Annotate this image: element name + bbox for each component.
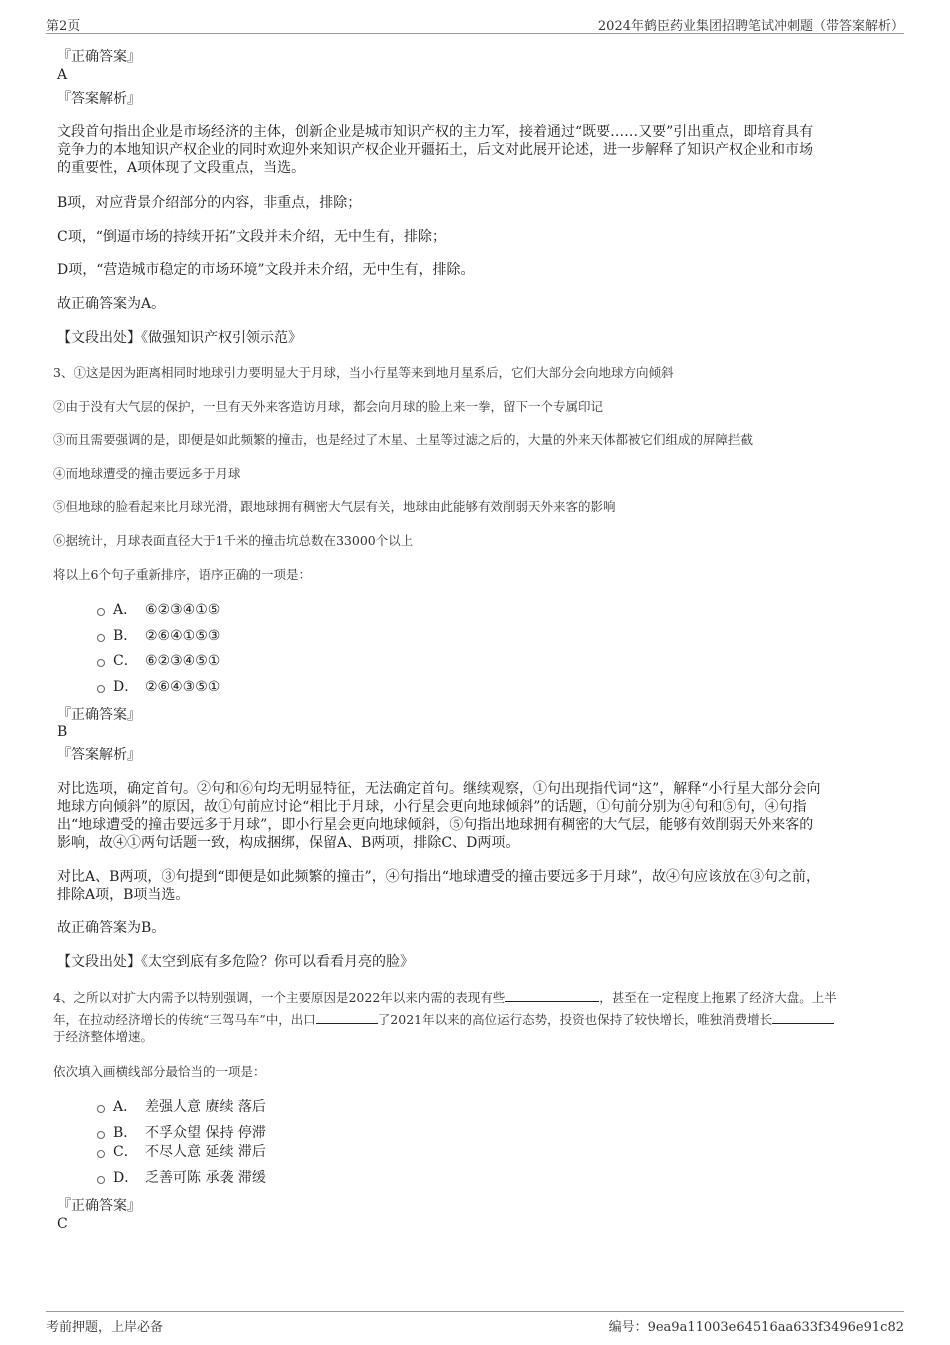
option-text: 不孚众望 保持 停滞	[145, 1125, 266, 1141]
radio-icon[interactable]	[97, 1150, 105, 1158]
question-prompt: 依次填入画横线部分最恰当的一项是：	[53, 1064, 266, 1079]
option-text: ②⑥④①⑤③	[145, 628, 221, 644]
analysis-heading: 『答案解析』	[57, 747, 141, 763]
option-c[interactable]	[97, 1144, 266, 1160]
question-text-line	[53, 989, 893, 1006]
radio-icon[interactable]	[97, 634, 105, 642]
analysis-paragraph-line: 竞争力的本地知识产权企业的同时欢迎外来知识产权企业开疆拓土，后文对此展开论述，进一步解释了知识产权企业和市场	[57, 142, 813, 158]
question-text-line	[53, 1011, 893, 1028]
option-text: ⑥②③④⑤①	[145, 653, 221, 669]
analysis-conclusion: 故正确答案为A。	[57, 296, 166, 312]
analysis-paragraph-line: 影响，故④①两句话题一致，构成捆绑，保留A、B两项，排除C、D两项。	[57, 835, 520, 851]
option-letter: B．	[113, 628, 138, 644]
passage-source: 【文段出处】《太空到底有多危险？你可以看看月亮的脸》	[57, 954, 414, 970]
passage-source: 【文段出处】《做强知识产权引领示范》	[57, 330, 302, 346]
analysis-paragraph-line: 地球方向倾斜”的原因，故①句前应讨论“相比于月球，小行星会更向地球倾斜”的话题，①句前分别为④句和⑤句，④句指	[57, 799, 807, 815]
radio-icon[interactable]	[97, 1105, 105, 1113]
question-text: ，甚至在一定程度上拖累了经济大盘。上半	[599, 990, 837, 1005]
answer-heading: 『正确答案』	[57, 1198, 141, 1214]
option-letter: B．	[113, 1125, 138, 1141]
answer-heading: 『正确答案』	[57, 707, 141, 723]
option-b[interactable]	[97, 628, 220, 644]
analysis-paragraph-line: 的重要性，A项体现了文段重点，当选。	[57, 160, 306, 176]
option-d[interactable]	[97, 1170, 266, 1186]
question-prompt: 将以上6个句子重新排序，语序正确的一项是：	[53, 567, 311, 582]
radio-icon[interactable]	[97, 1131, 105, 1139]
radio-icon[interactable]	[97, 1176, 105, 1184]
option-letter: D．	[113, 679, 139, 695]
analysis-heading: 『答案解析』	[57, 91, 141, 107]
radio-icon[interactable]	[97, 608, 105, 616]
option-letter: A．	[113, 602, 138, 618]
question-text: 年，在拉动经济增长的传统“三驾马车”中，出口	[53, 1012, 316, 1027]
question-text: 了2021年以来的高位运行态势，投资也保持了较快增长，唯独消费增长	[377, 1012, 773, 1027]
option-text: ②⑥④③⑤①	[145, 679, 221, 695]
question-sentence: ④而地球遭受的撞击要远多于月球	[53, 466, 241, 481]
option-letter: D．	[113, 1170, 139, 1186]
question-sentence: ③而且需要强调的是，即便是如此频繁的撞击，也是经过了木星、土星等过滤之后的，大量的外来天体都被它们组成的屏障拦截	[53, 432, 754, 447]
option-d[interactable]	[97, 679, 220, 695]
radio-icon[interactable]	[97, 659, 105, 667]
option-letter: C．	[113, 653, 138, 669]
option-text: 乏善可陈 承袭 滞缓	[145, 1170, 266, 1186]
question-sentence: ⑤但地球的脸看起来比月球光滑，跟地球拥有稠密大气层有关，地球由此能够有效削弱天外来客的影响	[53, 499, 616, 514]
answer-value: C	[57, 1216, 68, 1232]
analysis-paragraph-line: 出“地球遭受的撞击要远多于月球”，即小行星会更向地球倾斜，⑤句指出地球拥有稠密的大气层，能够有效削弱天外来客的	[57, 817, 814, 833]
page-header	[46, 13, 904, 34]
option-letter: A．	[113, 1099, 138, 1115]
radio-icon[interactable]	[97, 685, 105, 693]
page-footer	[46, 1311, 904, 1334]
fill-blank	[316, 1011, 378, 1024]
document-code: 编号：9ea9a11003e64516aa633f3496e91c82	[608, 1320, 904, 1335]
option-a[interactable]	[97, 1099, 266, 1115]
analysis-paragraph-line: 排除A项，B项当选。	[57, 887, 190, 903]
question-text: 4、之所以对扩大内需予以特别强调，一个主要原因是2022年以来内需的表现有些	[53, 990, 506, 1005]
option-c[interactable]	[97, 653, 220, 669]
document-title: 2024年鹤臣药业集团招聘笔试冲刺题（带答案解析）	[597, 19, 904, 34]
question-sentence: ②由于没有大气层的保护，一旦有天外来客造访月球，都会向月球的脸上来一拳，留下一个专属印记	[53, 399, 604, 414]
question-text-line: 于经济整体增速。	[53, 1029, 154, 1044]
answer-value: A	[57, 67, 68, 83]
footer-slogan: 考前押题，上岸必备	[46, 1320, 164, 1335]
option-a[interactable]	[97, 602, 220, 618]
analysis-paragraph: B项，对应背景介绍部分的内容，非重点，排除；	[57, 195, 362, 211]
fill-blank	[505, 989, 599, 1002]
answer-heading: 『正确答案』	[57, 49, 141, 65]
option-text: 不尽人意 延续 滞后	[145, 1144, 266, 1160]
analysis-conclusion: 故正确答案为B。	[57, 920, 166, 936]
analysis-paragraph: C项，“倒逼市场的持续开拓”文段并未介绍，无中生有，排除；	[57, 229, 447, 245]
fill-blank	[772, 1011, 834, 1024]
analysis-paragraph-line: 文段首句指出企业是市场经济的主体，创新企业是城市知识产权的主力军，接着通过“既要……又要”引出重点，即培育具有	[57, 124, 814, 140]
analysis-paragraph-line: 对比选项，确定首句。②句和⑥句均无明显特征，无法确定首句。继续观察，①句出现指代词“这”，解释“小行星大部分会向	[57, 781, 821, 797]
option-text: 差强人意 赓续 落后	[145, 1099, 266, 1115]
option-letter: C．	[113, 1144, 138, 1160]
analysis-paragraph: D项，“营造城市稳定的市场环境”文段并未介绍，无中生有，排除。	[57, 262, 475, 278]
analysis-paragraph-line: 对比A、B两项，③句提到“即便是如此频繁的撞击”，④句指出“地球遭受的撞击要远多于月球”，故④句应该放在③句之前，	[57, 869, 821, 885]
question-sentence: 3、①这是因为距离相同时地球引力要明显大于月球，当小行星等来到地月星系后，它们大部分会向地球方向倾斜	[53, 365, 674, 380]
answer-value: B	[57, 724, 68, 740]
question-sentence: ⑥据统计，月球表面直径大于1千米的撞击坑总数在33000个以上	[53, 533, 414, 548]
page-number: 第2页	[46, 19, 81, 34]
option-text: ⑥②③④①⑤	[145, 602, 221, 618]
option-b[interactable]	[97, 1125, 266, 1141]
